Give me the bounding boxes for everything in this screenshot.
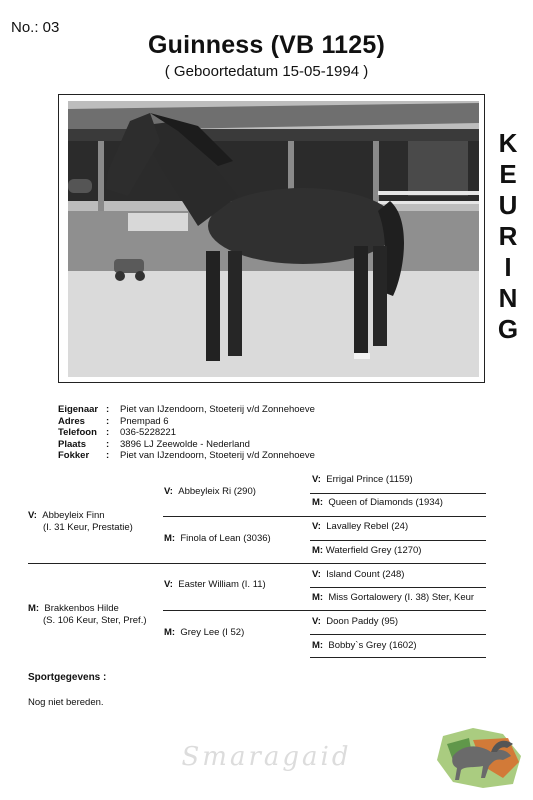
info-value: 036-5228221: [120, 427, 176, 439]
pedigree-gen3-item: V: Errigal Prince (1159): [312, 474, 413, 485]
pedigree-gen3-item: M: Waterfield Grey (1270): [312, 545, 422, 556]
pedigree-sire-note: (I. 31 Keur, Prestatie): [43, 522, 133, 533]
sport-label: Sportgegevens :: [28, 672, 107, 683]
pedigree-dam: M: Brakkenbos Hilde: [28, 603, 119, 614]
info-value: Pnempad 6: [120, 415, 169, 427]
info-value: Piet van IJzendoorn, Stoeterij v/d Zonnehoeve: [120, 450, 315, 462]
info-row-phone: Telefoon : 036-5228221: [58, 427, 176, 439]
keuring-letter: G: [497, 314, 519, 344]
pedigree-rule: [28, 563, 486, 564]
info-value: 3896 LJ Zeewolde - Nederland: [120, 438, 250, 450]
pedigree-gen3-item: M: Queen of Diamonds (1934): [312, 497, 443, 508]
pedigree-gen3-item: M: Bobby`s Grey (1602): [312, 640, 417, 651]
pedigree-rule: [310, 587, 486, 588]
pedigree-gen2-item: V: Abbeyleix Ri (290): [164, 486, 256, 497]
watermark: Smaragaid: [181, 742, 352, 772]
pedigree-gen3-item: V: Island Count (248): [312, 569, 405, 580]
horse-photo: [68, 101, 479, 377]
pedigree-rule: [163, 516, 486, 517]
keuring-letter: I: [504, 252, 512, 282]
info-row-owner: Eigenaar : Piet van IJzendoorn, Stoeterij v/d Zonnehoeve: [58, 404, 315, 415]
keuring-letter: N: [498, 283, 518, 313]
info-row-address: Adres : Pnempad 6: [58, 415, 169, 427]
info-key: Adres: [58, 415, 85, 427]
pedigree-rule: [310, 493, 486, 494]
info-key: Telefoon: [58, 427, 97, 439]
horse-photo-drawing: [68, 101, 479, 377]
pedigree-gen3-item: V: Lavalley Rebel (24): [312, 521, 409, 532]
info-key: Fokker: [58, 450, 90, 462]
pedigree-gen2-item: M: Finola of Lean (3036): [164, 533, 271, 544]
info-key: Plaats: [58, 438, 86, 450]
pedigree-gen3-item: V: Doon Paddy (95): [312, 616, 399, 627]
keuring-letter: E: [499, 159, 517, 189]
pedigree-rule: [310, 634, 486, 635]
pedigree-gen2-item: M: Grey Lee (I 52): [164, 627, 245, 638]
sport-text: Nog niet bereden.: [28, 697, 104, 708]
pedigree-rule: [163, 610, 486, 611]
pedigree-sire: V: Abbeyleix Finn: [28, 510, 105, 521]
info-value: Piet van IJzendoorn, Stoeterij v/d Zonnehoeve: [120, 404, 315, 415]
info-row-breeder: Fokker : Piet van IJzendoorn, Stoeterij v/d Zonnehoeve: [58, 450, 315, 462]
pedigree-dam-note: (S. 106 Keur, Ster, Pref.): [43, 615, 147, 626]
pedigree-rule: [310, 540, 486, 541]
owner-info: [58, 404, 358, 464]
info-row-place: Plaats : 3896 LJ Zeewolde - Nederland: [58, 438, 250, 450]
catalog-number: No.: 03: [11, 19, 60, 36]
info-key: Eigenaar: [58, 404, 99, 415]
pedigree-rule: [310, 657, 486, 658]
stud-logo: [433, 726, 523, 790]
pedigree-gen3-item: M: Miss Gortalowery (I. 38) Ster, Keur: [312, 592, 475, 603]
keuring-letter: R: [498, 221, 518, 251]
keuring-letter: U: [498, 190, 518, 220]
pedigree-gen2-item: V: Easter William (I. 11): [164, 579, 266, 590]
keuring-side-label: [493, 128, 523, 345]
horse-logo-icon: [433, 726, 523, 790]
birth-date: ( Geboortedatum 15-05-1994 ): [164, 63, 369, 80]
page-title: Guinness (VB 1125): [147, 31, 386, 59]
keuring-letter: K: [498, 128, 518, 158]
